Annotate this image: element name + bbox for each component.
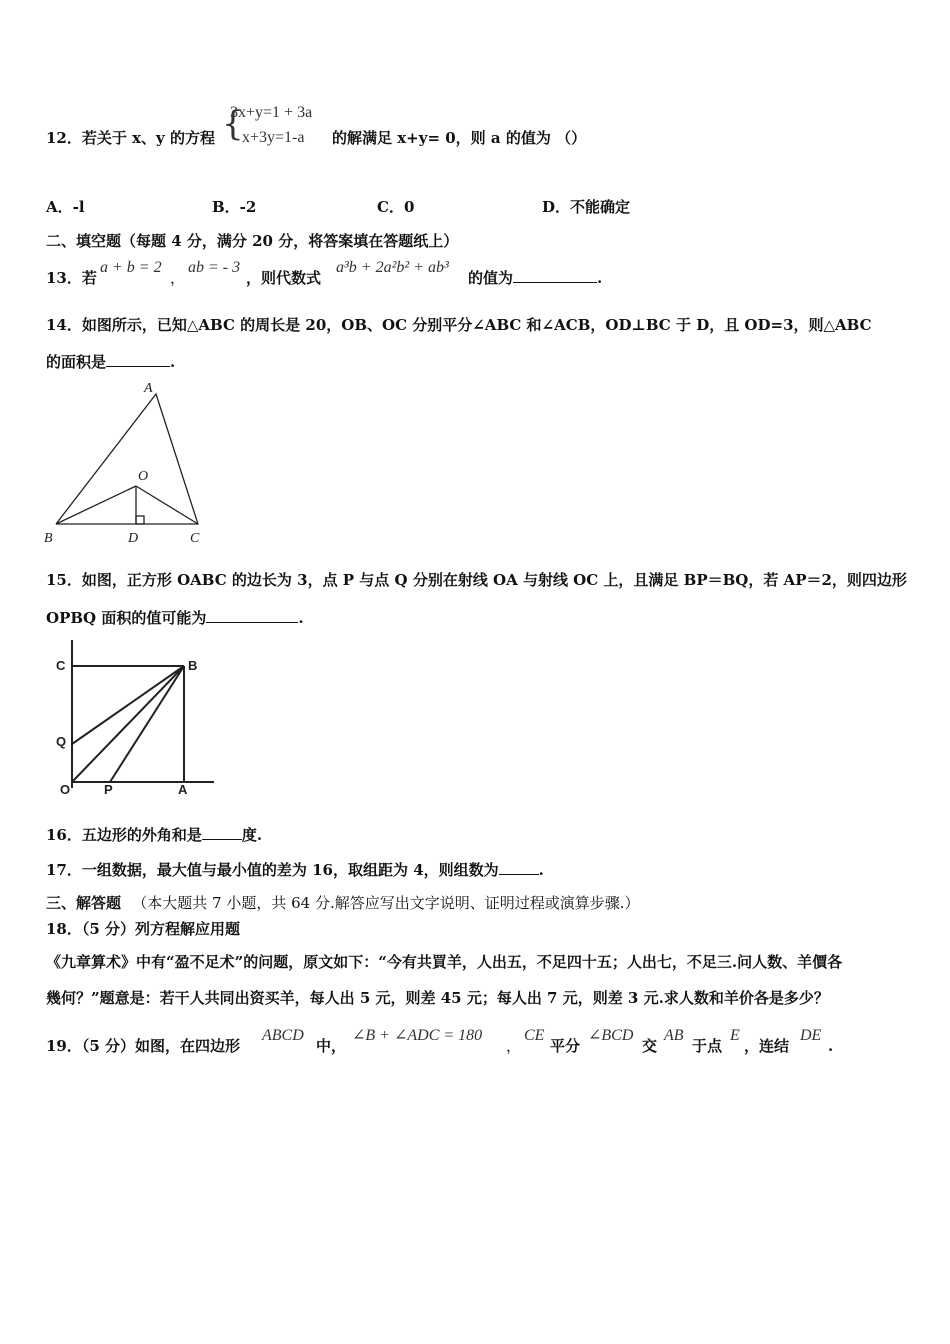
q13-equation-1: a + b = 2 xyxy=(100,259,162,276)
q19-bcd: ∠BCD xyxy=(588,1027,634,1044)
q19-text-5: 于点 xyxy=(692,1037,723,1055)
q18-line-2: 幾何？”题意是：若干人共同出资买羊，每人出 5 元，则差 45 元；每人出 7 元，则差 3 元.求人数和羊价各是多少？ xyxy=(46,989,829,1007)
q17-text: 17．一组数据，最大值与最小值的差为 16，取组距为 4，则组数为 xyxy=(46,861,499,879)
q13-text-3: 的值为 xyxy=(468,269,514,287)
q13-comma: ， xyxy=(170,269,186,287)
q13-end: . xyxy=(597,269,603,287)
q19-text-3: 平分 xyxy=(550,1037,581,1055)
q15-line-1: 15．如图，正方形 OABC 的边长为 3，点 P 与点 Q 分别在射线 OA 与射线 OC 上，且满足 BP＝BQ，若 AP＝2，则四边形 xyxy=(46,571,907,589)
q13-answer-blank[interactable] xyxy=(513,268,597,283)
label-c: C xyxy=(56,658,66,673)
q19-text-2: 中， xyxy=(316,1037,347,1055)
q19-text-4: 交 xyxy=(642,1037,658,1055)
q13-expression: a³b + 2a²b² + ab³ xyxy=(336,259,449,276)
section-3-title: 三、解答题 xyxy=(46,894,122,912)
segment-bq xyxy=(72,666,184,744)
q14-end: . xyxy=(170,353,176,371)
q19-comma: ， xyxy=(506,1037,522,1055)
q19-abcd: ABCD xyxy=(262,1027,304,1044)
q19-de: DE xyxy=(800,1027,822,1044)
q14-line-2: 的面积是 xyxy=(46,353,107,371)
q19-e: E xyxy=(730,1027,740,1044)
q16-text-2: 度. xyxy=(241,826,263,844)
q12-system-line-2: x+3y=1-a xyxy=(242,129,305,146)
q19-heading: 19．（5 分）如图，在四边形 xyxy=(46,1037,241,1055)
q19-ce: CE xyxy=(524,1027,545,1044)
triangle-abc xyxy=(56,394,198,524)
label-q: Q xyxy=(56,734,67,749)
q14-answer-blank[interactable] xyxy=(106,352,170,367)
q12-text-2: 的解满足 x+y= 0，则 a 的值为 （） xyxy=(332,129,587,147)
q19-angle-equation: ∠B + ∠ADC = 180 xyxy=(352,1027,483,1044)
q12-option-c: C．0 xyxy=(377,198,415,216)
label-a: A xyxy=(178,782,188,797)
section-2-heading: 二、填空题（每题 4 分，满分 20 分，将答案填在答题纸上） xyxy=(46,232,459,250)
q15-answer-blank[interactable] xyxy=(206,608,298,623)
q12-number: 12． xyxy=(46,129,82,147)
q19-end: . xyxy=(828,1037,834,1055)
q15-end: . xyxy=(298,609,304,627)
q13-equation-2: ab = - 3 xyxy=(188,259,241,276)
segment-oc xyxy=(136,486,198,524)
segment-bp xyxy=(110,666,184,782)
q12-option-a: A．-l xyxy=(46,198,85,216)
triangle-figure xyxy=(40,378,220,550)
q18-line-1: 《九章算术》中有“盈不足术”的问题，原文如下：“今有共買羊，人出五，不足四十五；人出七，不足三.问人数、羊價各 xyxy=(46,953,843,971)
q13-number: 13． xyxy=(46,269,82,287)
label-p: P xyxy=(104,782,113,797)
q19-text-6: ，连结 xyxy=(744,1037,790,1055)
q19-ab: AB xyxy=(664,1027,684,1044)
q14-line-1: 14．如图所示，已知△ABC 的周长是 20，OB、OC 分别平分∠ABC 和∠ACB，OD⊥BC 于 D，且 OD=3，则△ABC xyxy=(46,316,872,334)
square-figure xyxy=(50,640,220,800)
q13-text-2: ，则代数式 xyxy=(246,269,322,287)
q16-answer-blank[interactable] xyxy=(202,825,242,840)
segment-bo xyxy=(72,666,184,782)
system-brace: { xyxy=(222,104,244,144)
label-o: O xyxy=(138,469,149,484)
label-a: A xyxy=(144,381,153,396)
right-angle-mark xyxy=(136,516,144,524)
segment-ob xyxy=(56,486,136,524)
label-b: B xyxy=(44,531,53,546)
q16-text-1: 16．五边形的外角和是 xyxy=(46,826,202,844)
q17-end: . xyxy=(538,861,544,879)
q12-text-1: 若关于 x、y 的方程 xyxy=(81,129,215,147)
label-b: B xyxy=(188,658,198,673)
label-c: C xyxy=(190,531,200,546)
q12-option-b: B．-2 xyxy=(212,198,257,216)
q12-system-line-1: 3x+y=1 + 3a xyxy=(230,104,313,121)
q15-line-2: OPBQ 面积的值可能为 xyxy=(46,609,207,627)
q12-option-d: D．不能确定 xyxy=(542,198,631,216)
q17-answer-blank[interactable] xyxy=(499,860,539,875)
label-o: O xyxy=(60,782,71,797)
section-3-note: （本大题共 7 小题，共 64 分.解答应写出文字说明、证明过程或演算步骤.） xyxy=(132,894,640,912)
q18-heading: 18．（5 分）列方程解应用题 xyxy=(46,920,241,938)
q13-text-1: 若 xyxy=(81,269,97,287)
label-d: D xyxy=(128,531,139,546)
